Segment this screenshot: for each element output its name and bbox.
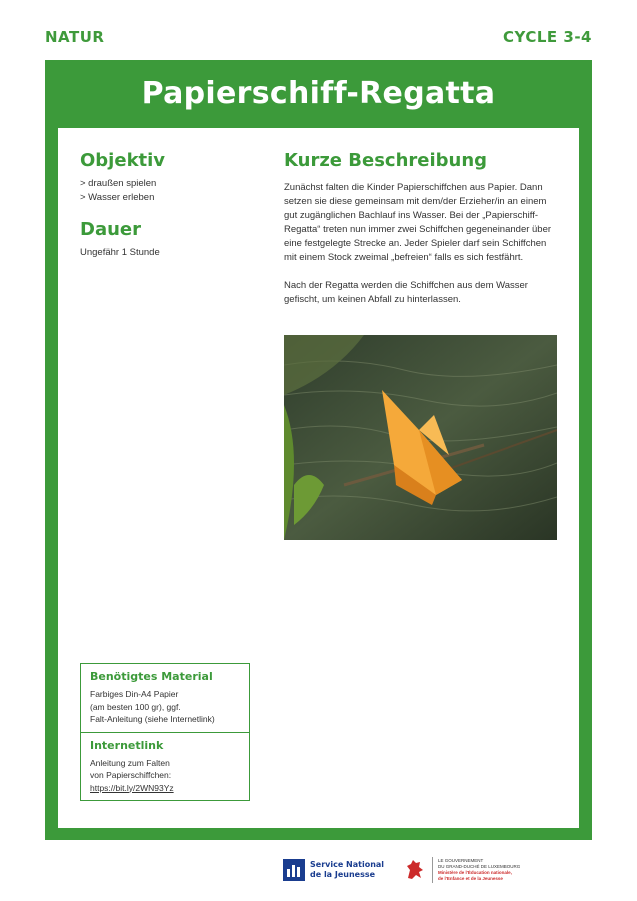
dauer-heading: Dauer [80,219,141,240]
beschreibung-paragraph-2: Nach der Regatta werden die Schiffchen aus dem Wasser gefischt, um keinen Abfall zu hinterlassen. [284,280,528,305]
left-column [80,150,240,260]
page-title: Papierschiff-Regatta [141,76,496,111]
material-line: Falt-Anleitung (siehe Internetlink) [90,714,215,724]
beschreibung-paragraph-1: Zunächst falten die Kinder Papierschiffchen aus Papier. Dann setzen sie diese gemeinsam mit dem/der Erzieher/in an einem gut zugänglichen Bachlauf ins Wasser. Bei der „Papierschiff-Regatta“ treten nun immer zwei Schiffchen gegeneinander über eine festgelegte Strecke an. Jeder Spieler darf sein Schiffchen mit einem Stock zweimal „befreien“ falls es sich festfährt. [284,182,552,263]
government-logo [404,855,548,885]
material-line: (am besten 100 gr), ggf. [90,701,181,712]
cycle-label: CYCLE 3-4 [503,28,592,46]
material-line: Farbiges Din-A4 Papier [90,689,179,699]
internetlink-heading: Internetlink [90,738,164,752]
gov-logo-line: DU GRAND-DUCHÉ DE LUXEMBOURG [438,864,521,869]
list-item: > draußen spielen [80,178,157,189]
info-boxes [80,663,250,801]
top-bar [45,26,592,48]
snj-logo-icon [283,859,305,881]
dauer-text: Ungefähr 1 Stunde [80,247,160,258]
internetlink-url[interactable]: https://bit.ly/2WN93Yz [90,782,174,793]
snj-logo-line: de la Jeunesse [310,870,376,879]
gov-logo-line: de l'Enfance et de la Jeunesse [438,876,503,881]
snj-logo [283,855,384,885]
category-label: NATUR [45,28,105,46]
internetlink-line: von Papierschiffchen: [90,770,172,780]
red-lion-icon [404,858,426,882]
gov-logo-line: LE GOUVERNEMENT [438,858,484,863]
photo-illustration [284,335,557,540]
material-box [81,664,249,732]
internetlink-line: Anleitung zum Falten [90,757,170,768]
content-panel [58,128,579,828]
material-heading: Benötigtes Material [90,670,213,683]
objektiv-heading: Objektiv [80,150,166,171]
beschreibung-heading: Kurze Beschreibung [284,150,488,171]
objektiv-list [80,177,240,205]
logo-separator [432,857,433,883]
paper-boat-photo [284,335,557,540]
snj-logo-line: Service National [310,860,385,869]
list-item: > Wasser erleben [80,192,155,203]
activity-card [45,60,592,840]
internetlink-box [81,732,249,801]
right-column [284,150,557,321]
gov-logo-line: Ministère de l'Éducation nationale, [438,870,512,875]
